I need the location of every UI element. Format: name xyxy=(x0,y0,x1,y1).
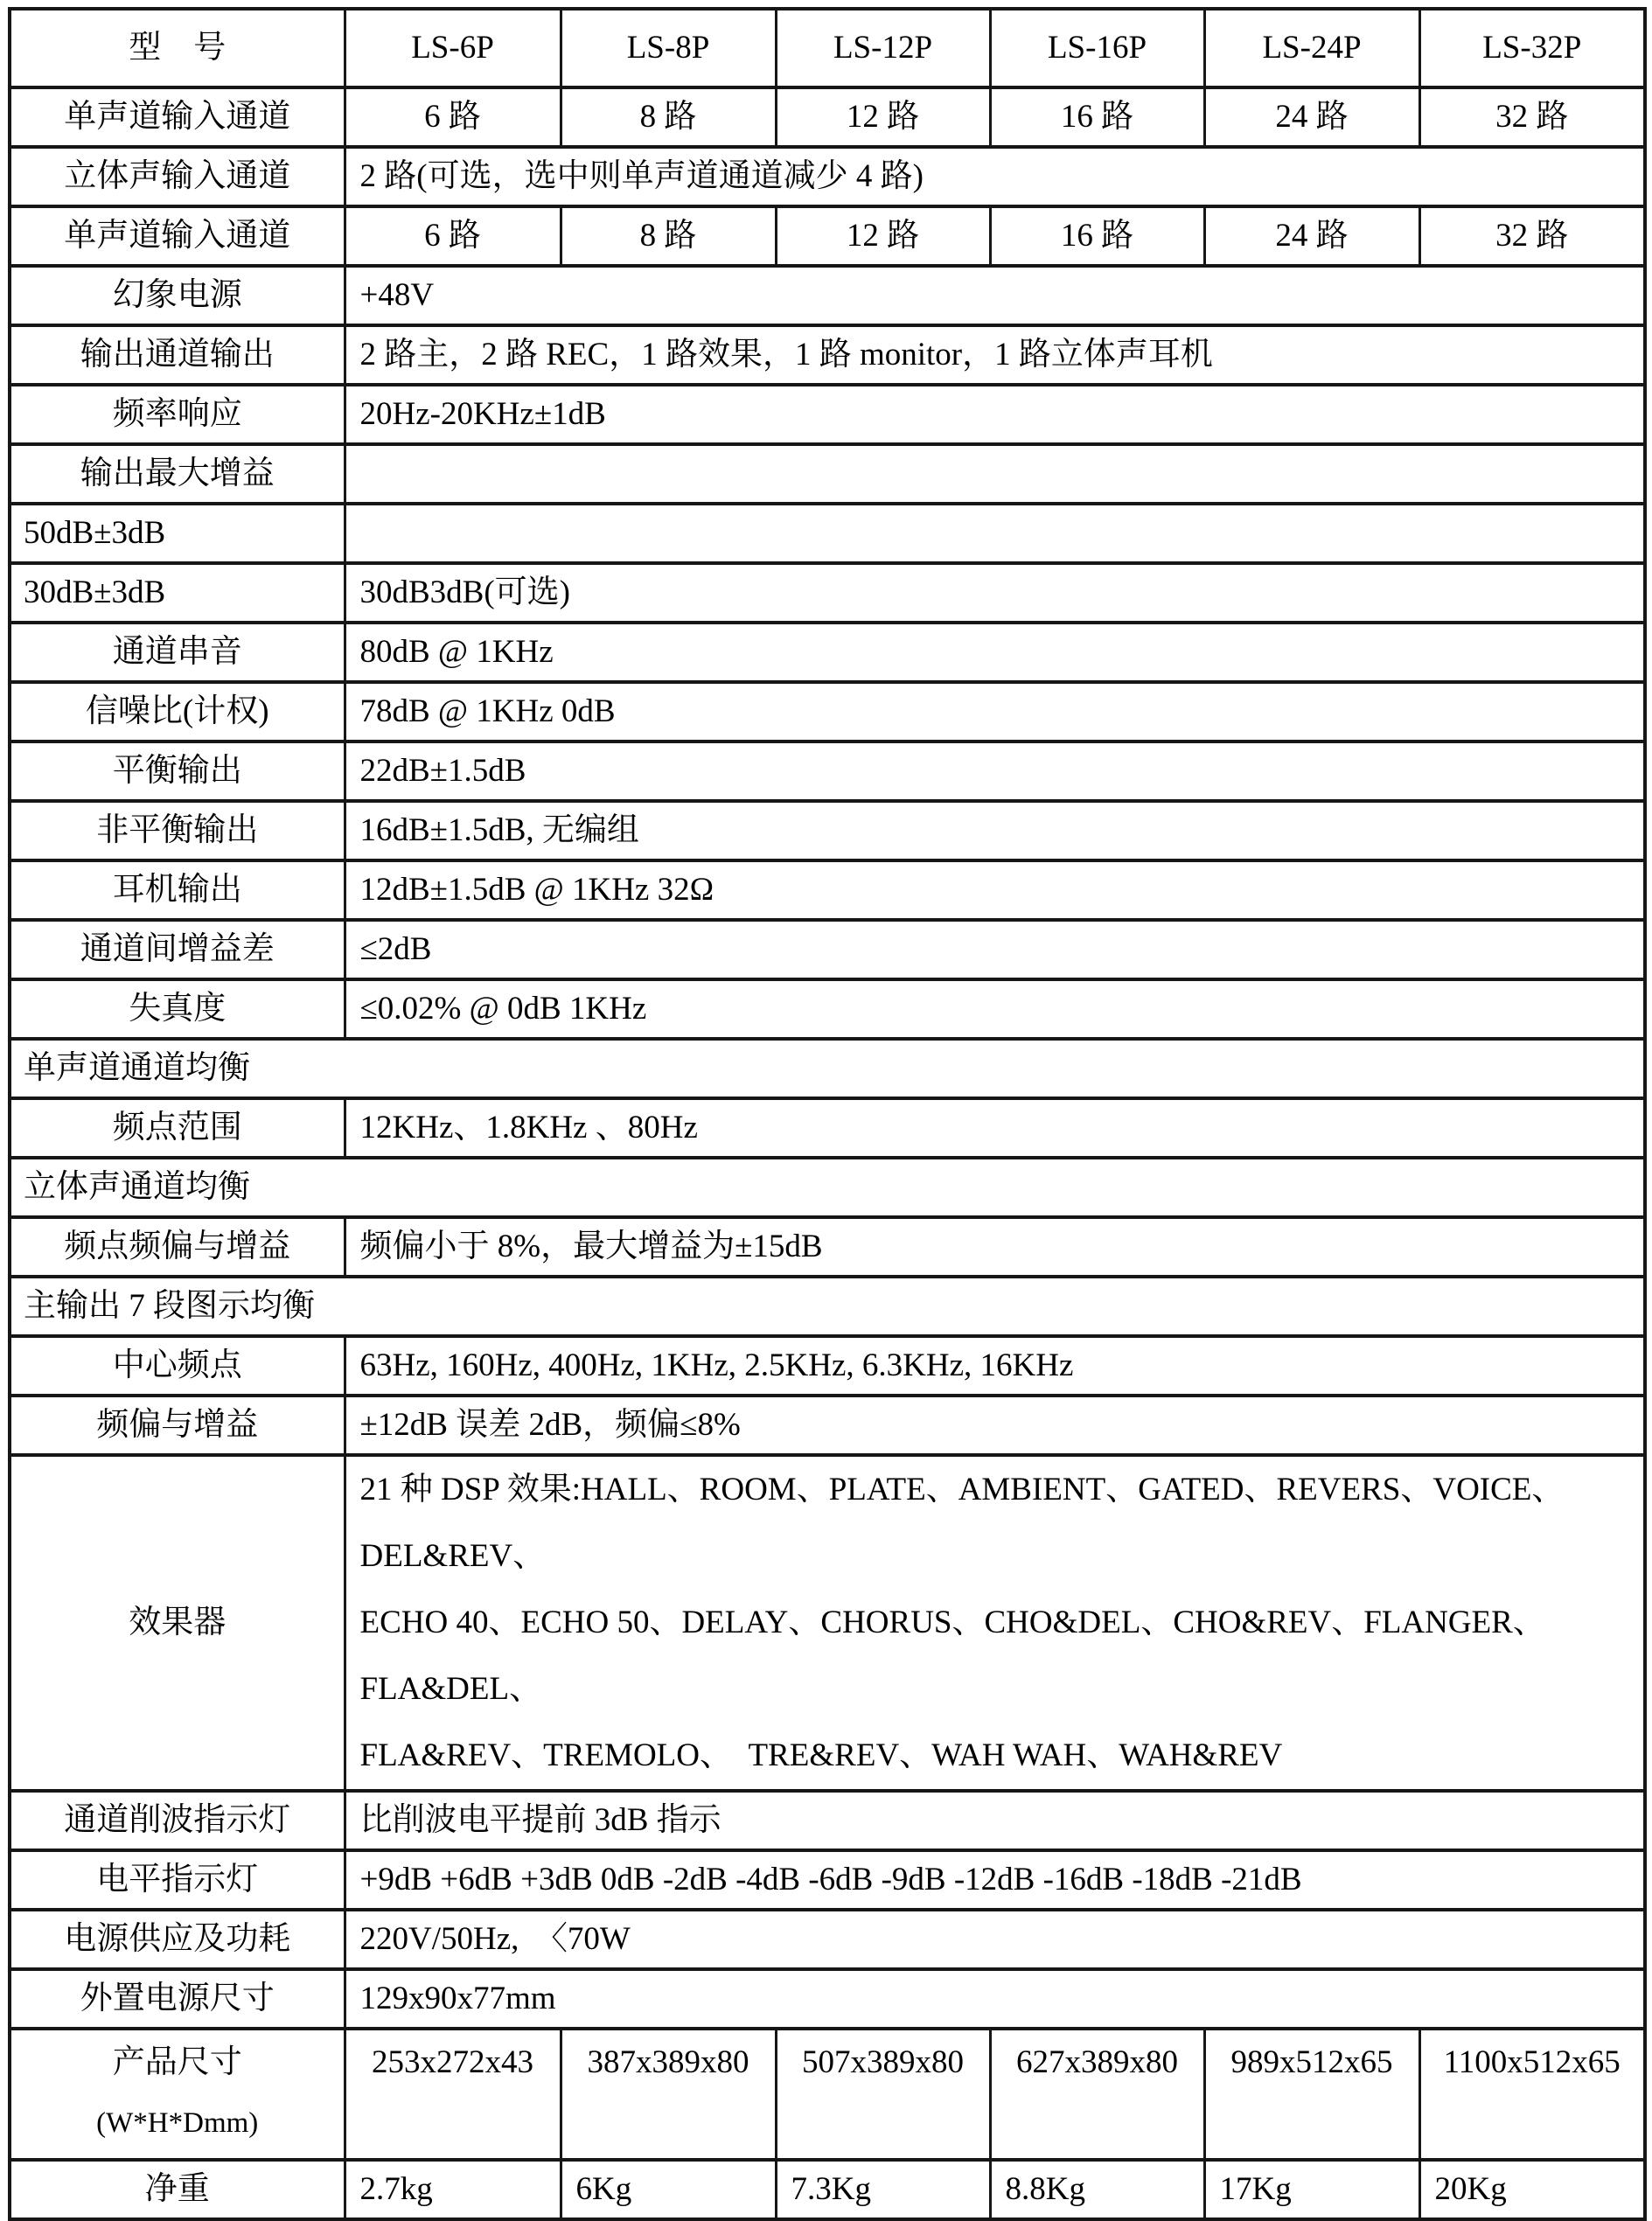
spec-table xyxy=(8,7,1647,2221)
row-value: 22dB±1.5dB xyxy=(345,741,1645,801)
model-value: 989x512x65 xyxy=(1204,2029,1419,2160)
row-value: ≤2dB xyxy=(345,920,1645,979)
model-value: 8.8Kg xyxy=(990,2160,1204,2219)
model-value: 253x272x43 xyxy=(345,2029,561,2160)
row-value: 2 路(可选，选中则单声道通道减少 4 路) xyxy=(345,147,1645,206)
row-gain-50db xyxy=(10,504,1645,563)
row-label: 信噪比(计权) xyxy=(10,682,345,741)
section-label: 主输出 7 段图示均衡 xyxy=(10,1277,1645,1336)
row-mono-inputs-2 xyxy=(10,206,1645,266)
row-value: 78dB @ 1KHz 0dB xyxy=(345,682,1645,741)
row-value: 12dB±1.5dB @ 1KHz 32Ω xyxy=(345,860,1645,920)
model-name: LS-12P xyxy=(776,9,990,87)
row-label: 频偏与增益 xyxy=(10,1396,345,1455)
model-value: 6Kg xyxy=(561,2160,776,2219)
model-value: 627x389x80 xyxy=(990,2029,1204,2160)
row-model-header xyxy=(10,9,1645,87)
row-label: 非平衡输出 xyxy=(10,801,345,860)
section-label: 立体声通道均衡 xyxy=(10,1158,1645,1217)
model-value: 7.3Kg xyxy=(776,2160,990,2219)
row-value: +48V xyxy=(345,266,1645,325)
model-value: 8 路 xyxy=(561,206,776,266)
row-output-channels xyxy=(10,325,1645,385)
effects-line-1: 21 种 DSP 效果:HALL、ROOM、PLATE、AMBIENT、GATED、REVERS、VOICE、DEL&REV、 xyxy=(359,1472,1565,1574)
row-label: 耳机输出 xyxy=(10,860,345,920)
row-value: 2 路主，2 路 REC，1 路效果，1 路 monitor，1 路立体声耳机 xyxy=(345,325,1645,385)
row-net-weight xyxy=(10,2160,1645,2219)
row-phantom-power xyxy=(10,266,1645,325)
row-label: 频率响应 xyxy=(10,385,345,444)
row-value: 220V/50Hz, 〈70W xyxy=(345,1910,1645,1969)
model-name: LS-16P xyxy=(990,9,1204,87)
row-label: 中心频点 xyxy=(10,1336,345,1396)
model-value: 20Kg xyxy=(1419,2160,1645,2219)
row-channel-gain-difference xyxy=(10,920,1645,979)
row-product-size xyxy=(10,2029,1645,2160)
row-label: 失真度 xyxy=(10,979,345,1039)
row-label: 单声道输入通道 xyxy=(10,206,345,266)
model-value: 387x389x80 xyxy=(561,2029,776,2160)
row-mono-inputs-1 xyxy=(10,87,1645,147)
model-value: 12 路 xyxy=(776,206,990,266)
row-max-output-gain xyxy=(10,444,1645,504)
row-value: ≤0.02% @ 0dB 1KHz xyxy=(345,979,1645,1039)
row-label: 立体声输入通道 xyxy=(10,147,345,206)
model-name: LS-6P xyxy=(345,9,561,87)
product-size-unit: (W*H*Dmm) xyxy=(96,2107,259,2140)
row-label: 通道间增益差 xyxy=(10,920,345,979)
row-frequency-range xyxy=(10,1098,1645,1158)
model-value: 17Kg xyxy=(1204,2160,1419,2219)
model-value: 8 路 xyxy=(561,87,776,147)
row-label: 通道串音 xyxy=(10,623,345,682)
row-offset-and-gain xyxy=(10,1396,1645,1455)
row-gain-30db xyxy=(10,563,1645,623)
row-unbalanced-output xyxy=(10,801,1645,860)
row-label: 电源供应及功耗 xyxy=(10,1910,345,1969)
model-value: 1100x512x65 xyxy=(1419,2029,1645,2160)
row-mono-eq-section xyxy=(10,1039,1645,1098)
row-label: 50dB±3dB xyxy=(10,504,345,563)
row-label: 净重 xyxy=(10,2160,345,2219)
row-label: 输出最大增益 xyxy=(10,444,345,504)
model-value: 24 路 xyxy=(1204,87,1419,147)
row-value xyxy=(345,1455,1645,1791)
row-headphone-output xyxy=(10,860,1645,920)
row-value: 16dB±1.5dB, 无编组 xyxy=(345,801,1645,860)
row-label: 外置电源尺寸 xyxy=(10,1969,345,2029)
model-value: 32 路 xyxy=(1419,87,1645,147)
row-value: 80dB @ 1KHz xyxy=(345,623,1645,682)
model-value: 12 路 xyxy=(776,87,990,147)
model-name: LS-32P xyxy=(1419,9,1645,87)
row-label: 频点频偏与增益 xyxy=(10,1217,345,1277)
model-value: 24 路 xyxy=(1204,206,1419,266)
row-stereo-inputs xyxy=(10,147,1645,206)
row-frequency-response xyxy=(10,385,1645,444)
row-value: 比削波电平提前 3dB 指示 xyxy=(345,1791,1645,1850)
row-main-output-eq-section xyxy=(10,1277,1645,1336)
row-external-psu-size xyxy=(10,1969,1645,2029)
model-header-label: 型 号 xyxy=(10,9,345,87)
row-value: 129x90x77mm xyxy=(345,1969,1645,2029)
row-label: 输出通道输出 xyxy=(10,325,345,385)
row-label: 电平指示灯 xyxy=(10,1850,345,1910)
row-label: 幻象电源 xyxy=(10,266,345,325)
row-label: 单声道输入通道 xyxy=(10,87,345,147)
row-clip-indicator xyxy=(10,1791,1645,1850)
model-value: 6 路 xyxy=(345,87,561,147)
model-name: LS-8P xyxy=(561,9,776,87)
row-value: 12KHz、1.8KHz 、80Hz xyxy=(345,1098,1645,1158)
model-value: 16 路 xyxy=(990,87,1204,147)
row-stereo-eq-section xyxy=(10,1158,1645,1217)
row-freq-offset-and-gain xyxy=(10,1217,1645,1277)
row-value: 30dB3dB(可选) xyxy=(345,563,1645,623)
row-value xyxy=(345,504,1645,563)
row-value: 20Hz-20KHz±1dB xyxy=(345,385,1645,444)
section-label: 单声道通道均衡 xyxy=(10,1039,1645,1098)
model-value: 507x389x80 xyxy=(776,2029,990,2160)
row-value: 频偏小于 8%，最大增益为±15dB xyxy=(345,1217,1645,1277)
row-value xyxy=(345,444,1645,504)
row-center-frequencies xyxy=(10,1336,1645,1396)
model-name: LS-24P xyxy=(1204,9,1419,87)
product-size-label: 产品尺寸 xyxy=(112,2044,242,2080)
row-balanced-output xyxy=(10,741,1645,801)
model-value: 6 路 xyxy=(345,206,561,266)
model-value: 32 路 xyxy=(1419,206,1645,266)
row-label: 平衡输出 xyxy=(10,741,345,801)
row-label: 效果器 xyxy=(10,1455,345,1791)
row-value: +9dB +6dB +3dB 0dB -2dB -4dB -6dB -9dB -12dB -16dB -18dB -21dB xyxy=(345,1850,1645,1910)
row-effects-processor xyxy=(10,1455,1645,1791)
row-snr xyxy=(10,682,1645,741)
row-value: ±12dB 误差 2dB，频偏≤8% xyxy=(345,1396,1645,1455)
row-label: 频点范围 xyxy=(10,1098,345,1158)
row-label: 通道削波指示灯 xyxy=(10,1791,345,1850)
row-distortion xyxy=(10,979,1645,1039)
effects-line-3: FLA&REV、TREMOLO、 TRE&REV、WAH WAH、WAH&REV xyxy=(359,1737,1283,1773)
row-value: 63Hz, 160Hz, 400Hz, 1KHz, 2.5KHz, 6.3KHz, 16KHz xyxy=(345,1336,1645,1396)
effects-line-2: ECHO 40、ECHO 50、DELAY、CHORUS、CHO&DEL、CHO&REV、FLANGER、FLA&DEL、 xyxy=(359,1605,1545,1707)
row-level-indicator xyxy=(10,1850,1645,1910)
row-power-supply xyxy=(10,1910,1645,1969)
model-value: 16 路 xyxy=(990,206,1204,266)
row-channel-crosstalk xyxy=(10,623,1645,682)
model-value: 2.7kg xyxy=(345,2160,561,2219)
row-label: 30dB±3dB xyxy=(10,563,345,623)
row-label xyxy=(10,2029,345,2160)
